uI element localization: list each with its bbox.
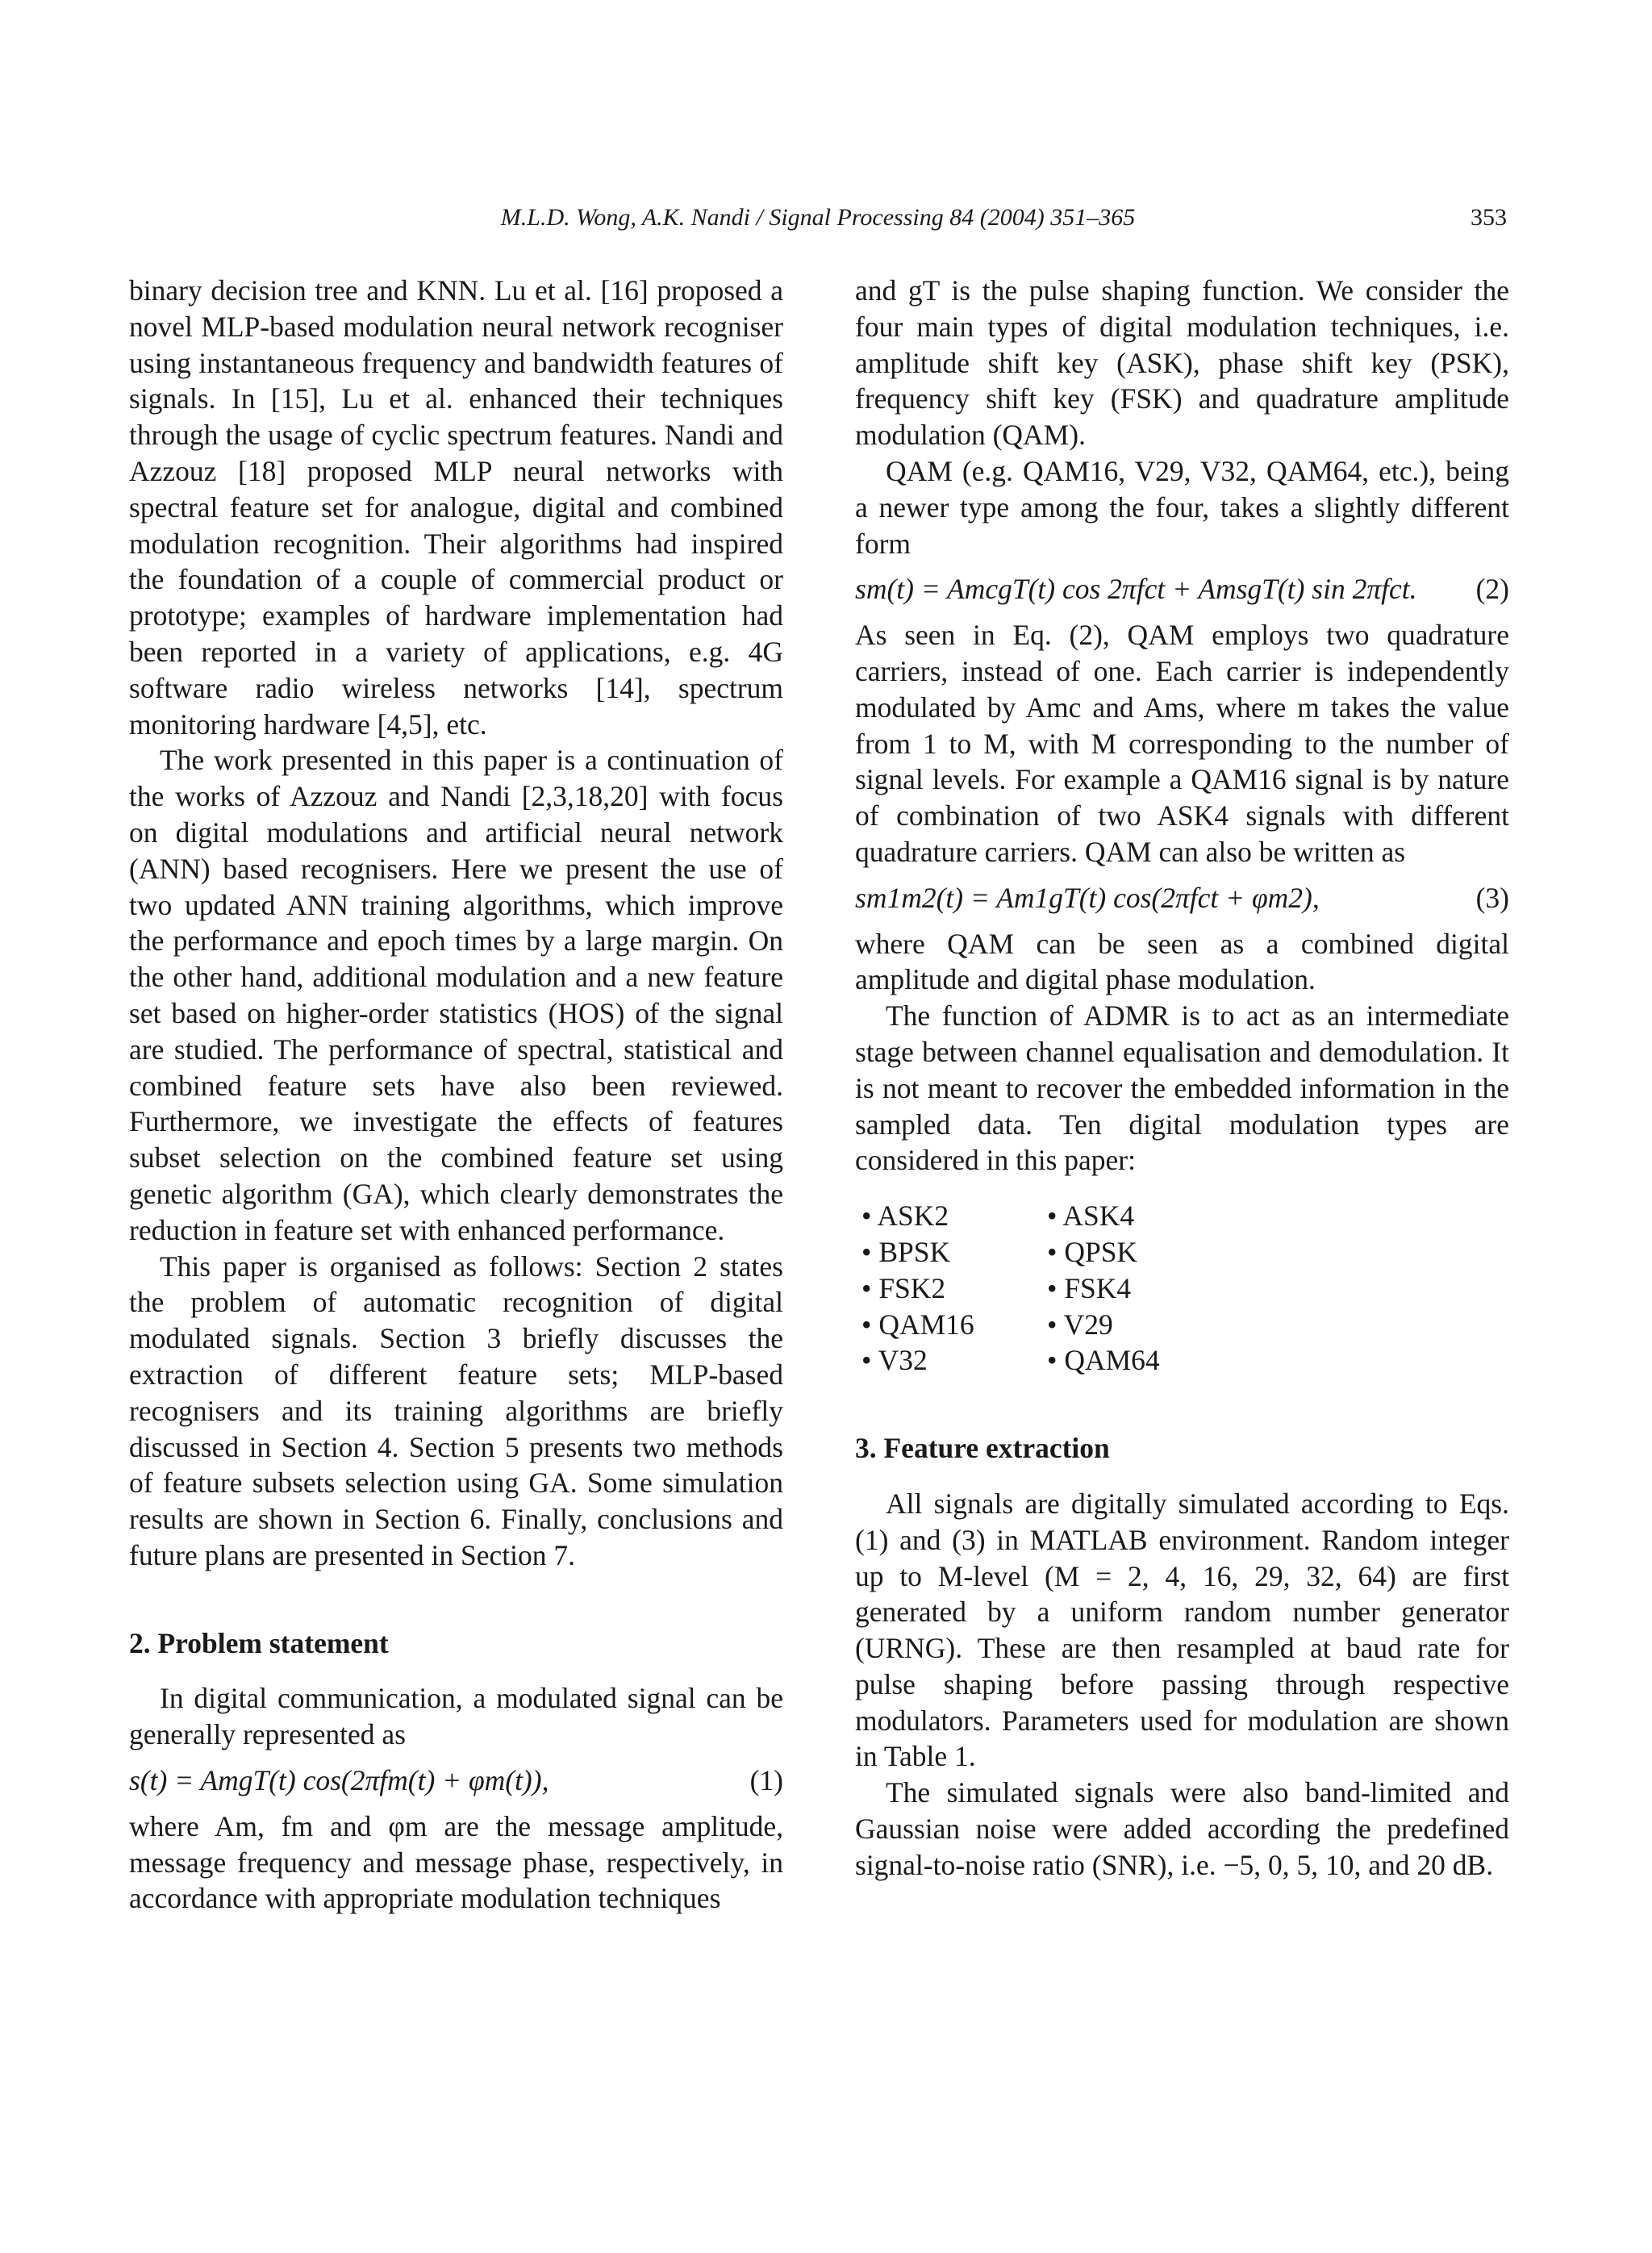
list-item: • QPSK bbox=[1047, 1235, 1138, 1268]
page-number: 353 bbox=[1471, 204, 1507, 231]
equation-3 bbox=[855, 880, 1509, 916]
list-item: • FSK2 bbox=[861, 1271, 946, 1304]
equation-1 bbox=[129, 1763, 783, 1799]
paragraph: QAM (e.g. QAM16, V29, V32, QAM64, etc.), being a newer type among the four, takes a slightly different form bbox=[855, 454, 1509, 560]
left-column bbox=[129, 273, 783, 1917]
paragraph: where QAM can be seen as a combined digital amplitude and digital phase modulation. bbox=[855, 927, 1509, 996]
paragraph: As seen in Eq. (2), QAM employs two quadrature carriers, instead of one. Each carrier is independently modulated by Amc and Ams, where m takes the value from 1 to M, with M corresponding to the number of signal levels. For example a QAM16 signal is by nature of combination of two ASK4 signals with different quadrature carriers. QAM can also be written as bbox=[855, 619, 1509, 868]
equation-formula: s(t) = AmgT(t) cos(2πfm(t) + φm(t)), bbox=[129, 1764, 549, 1797]
list-item: • ASK4 bbox=[1047, 1200, 1135, 1233]
paragraph: In digital communication, a modulated signal can be generally represented as bbox=[129, 1682, 783, 1751]
page-header bbox=[129, 204, 1507, 236]
equation-number: (1) bbox=[749, 1764, 783, 1797]
list-item: • QAM16 bbox=[861, 1308, 974, 1341]
list-item: • FSK4 bbox=[1047, 1271, 1132, 1304]
paragraph: binary decision tree and KNN. Lu et al. [16] proposed a novel MLP-based modulation neural network recogniser using instantaneous frequency and bandwidth features of signals. In [15], Lu et al. enhanced their techniques through the usage of cyclic spectrum features. Nandi and Azzouz [18] proposed MLP neural networks with spectral feature set for analogue, digital and combined modulation recognition. Their algorithms had inspired the foundation of a couple of commercial product or prototype; examples of hardware implementation had been reported in a variety of applications, e.g. 4G software radio wireless networks [14], spectrum monitoring hardware [4,5], etc. bbox=[129, 274, 783, 741]
list-item: • V29 bbox=[1047, 1308, 1113, 1341]
right-column bbox=[855, 273, 1509, 1884]
equation-formula: sm(t) = AmcgT(t) cos 2πfct + AmsgT(t) sin 2πfct. bbox=[855, 573, 1417, 606]
modulation-list bbox=[855, 1198, 1509, 1379]
paragraph: and gT is the pulse shaping function. We consider the four main types of digital modulation techniques, i.e. amplitude shift key (ASK), phase shift key (PSK), frequency shift key (FSK) and quadrature amplitude modulation (QAM). bbox=[855, 274, 1509, 452]
section-heading-2: 2. Problem statement bbox=[129, 1626, 389, 1659]
list-item: • V32 bbox=[861, 1344, 928, 1377]
paragraph: The simulated signals were also band-limited and Gaussian noise were added according the predefined signal-to-noise ratio (SNR), i.e. −5, 0, 5, 10, and 20 dB. bbox=[855, 1776, 1509, 1881]
section-heading-3: 3. Feature extraction bbox=[855, 1432, 1110, 1465]
list-item: • BPSK bbox=[861, 1235, 951, 1268]
equation-number: (3) bbox=[1475, 881, 1509, 914]
paragraph: The work presented in this paper is a continuation of the works of Azzouz and Nandi [2,3,18,20] with focus on digital modulations and artificial neural network (ANN) based recognisers. Here we present the use of two updated ANN training algorithms, which improve the performance and epoch times by a large margin. On the other hand, additional modulation and a new feature set based on higher-order statistics (HOS) of the signal are studied. The performance of spectral, statistical and combined feature sets have also been reviewed. Furthermore, we investigate the effects of features subset selection on the combined feature set using genetic algorithm (GA), which clearly demonstrates the reduction in feature set with enhanced performance. bbox=[129, 744, 783, 1246]
equation-2 bbox=[855, 571, 1509, 607]
equation-formula: sm1m2(t) = Am1gT(t) cos(2πfct + φm2), bbox=[855, 881, 1320, 914]
paragraph: The function of ADMR is to act as an intermediate stage between channel equalisation and demodulation. It is not meant to recover the embedded information in the sampled data. Ten digital modulation types are considered in this paper: bbox=[855, 999, 1509, 1177]
paragraph: where Am, fm and φm are the message amplitude, message frequency and message phase, respectively, in accordance with appropriate modulation techniques bbox=[129, 1809, 783, 1915]
paragraph: This paper is organised as follows: Section 2 states the problem of automatic recognition of digital modulated signals. Section 3 briefly discusses the extraction of different feature sets; MLP-based recognisers and its training algorithms are briefly discussed in Section 4. Section 5 presents two methods of feature subsets selection using GA. Some simulation results are shown in Section 6. Finally, conclusions and future plans are presented in Section 7. bbox=[129, 1250, 783, 1571]
list-item: • ASK2 bbox=[861, 1200, 949, 1233]
paragraph: All signals are digitally simulated according to Eqs. (1) and (3) in MATLAB environment. Random integer up to M-level (M = 2, 4, 16, 29, 32, 64) are first generated by a uniform random number generator (URNG). These are then resampled at baud rate for pulse shaping before passing through respective modulators. Parameters used for modulation are shown in Table 1. bbox=[855, 1487, 1509, 1773]
equation-number: (2) bbox=[1475, 573, 1509, 606]
running-head: M.L.D. Wong, A.K. Nandi / Signal Processing 84 (2004) 351–365 bbox=[500, 204, 1136, 231]
list-item: • QAM64 bbox=[1047, 1344, 1160, 1377]
